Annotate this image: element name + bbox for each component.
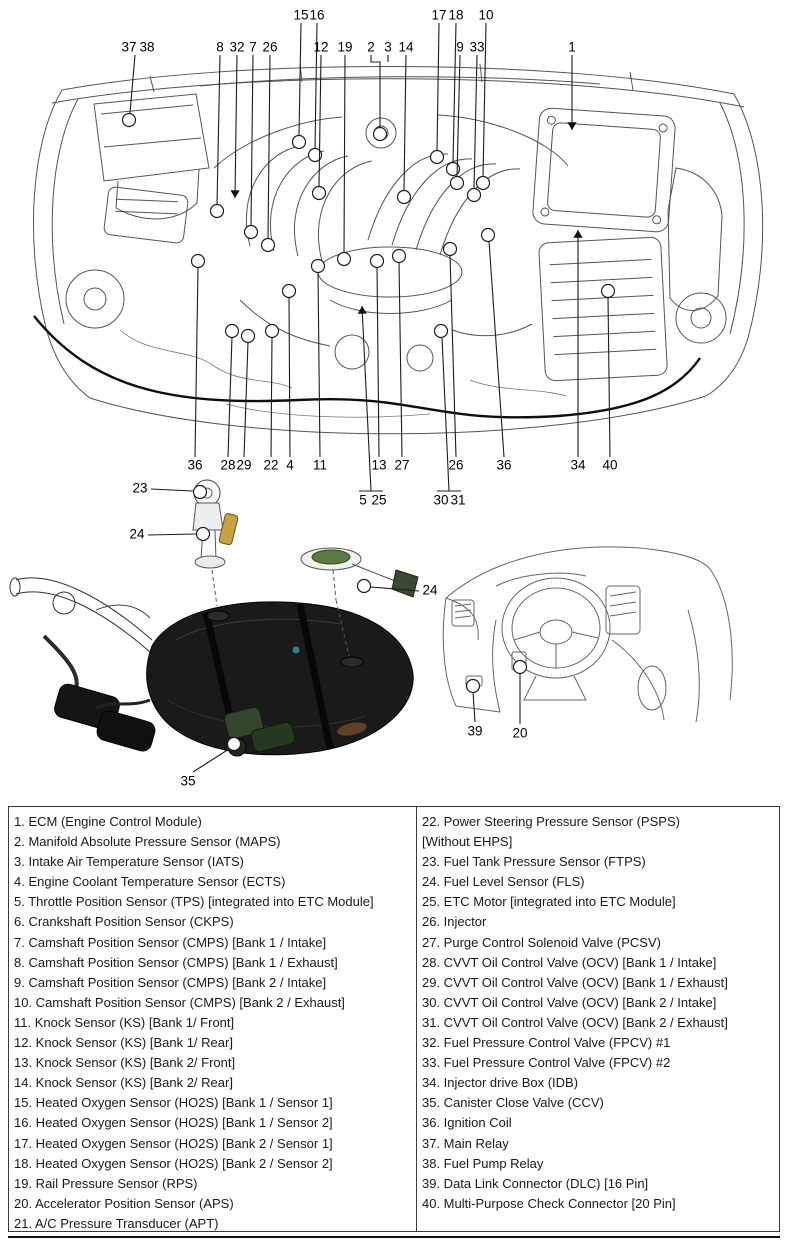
cowl-line-inner <box>52 79 744 107</box>
callout-circle-14 <box>398 191 411 204</box>
legend-item: 3. Intake Air Temperature Sensor (IATS) <box>14 854 245 870</box>
legend-item: 10. Camshaft Position Sensor (CMPS) [Bank 2 / Exhaust] <box>14 994 345 1010</box>
filler-pipe <box>16 578 152 640</box>
legend-item: 18. Heated Oxygen Sensor (HO2S) [Bank 2 / Sensor 2] <box>14 1155 333 1171</box>
door-line <box>712 572 732 700</box>
arrowhead-1 <box>567 122 576 130</box>
leader-line-13 <box>377 267 379 457</box>
leader-line-29 <box>244 342 248 457</box>
center-stack <box>606 586 640 634</box>
right-strut-tower <box>676 293 726 343</box>
cowl-trim <box>200 77 600 86</box>
callout-label-37: 37 <box>121 39 137 55</box>
leader-line-17 <box>437 23 439 151</box>
filter-pump-2 <box>95 709 157 753</box>
legend-item: 33. Fuel Pressure Control Valve (FPCV) #2 <box>422 1055 671 1071</box>
leader-line-24 <box>148 534 196 535</box>
relay-box <box>103 186 188 243</box>
callout-circle-29 <box>242 330 255 343</box>
leader-line-7 <box>251 55 253 226</box>
leader-line-37 <box>130 55 135 113</box>
legend-item: 15. Heated Oxygen Sensor (HO2S) [Bank 1 / Sensor 1] <box>14 1095 333 1111</box>
leader-line-35 <box>193 749 229 772</box>
component-legend-table <box>8 806 780 1232</box>
callout-circle-23 <box>194 486 207 499</box>
legend-item: 40. Multi-Purpose Check Connector [20 Pin] <box>422 1195 676 1211</box>
callout-circle-8 <box>211 205 224 218</box>
legend-item: 2. Manifold Absolute Pressure Sensor (MAPS) <box>14 834 281 850</box>
legend-item: 5. Throttle Position Sensor (TPS) [integrated into ETC Module] <box>14 894 374 910</box>
shifter <box>638 666 666 710</box>
callout-circle-36 <box>482 229 495 242</box>
callout-label-19: 19 <box>337 39 353 55</box>
callout-label-10: 10 <box>478 7 494 23</box>
callout-label-9: 9 <box>456 39 464 55</box>
leader-line-27 <box>399 262 402 457</box>
legend-item: 35. Canister Close Valve (CCV) <box>422 1095 604 1111</box>
callout-circle-28 <box>226 325 239 338</box>
callout-label-22: 22 <box>263 457 279 473</box>
legend-item: 27. Purge Control Solenoid Valve (PCSV) <box>422 934 661 950</box>
leader-line-2 <box>371 55 380 127</box>
callout-label-11: 11 <box>312 457 328 473</box>
console-right <box>688 610 699 722</box>
callout-label-39: 39 <box>467 723 483 739</box>
legend-item: 26. Injector <box>422 914 487 930</box>
callout-label-34: 34 <box>570 457 586 473</box>
leader-line-32 <box>235 55 237 198</box>
callout-label-20: 20 <box>512 725 528 741</box>
pump-hole-left <box>207 611 229 621</box>
leader-line-4 <box>289 297 290 457</box>
dash-left-edge <box>446 598 478 640</box>
callout-circle-15 <box>293 136 306 149</box>
callout-circle-40 <box>602 285 615 298</box>
legend-item: 23. Fuel Tank Pressure Sensor (FTPS) <box>422 854 646 870</box>
legend-item: 22. Power Steering Pressure Sensor (PSPS) <box>422 814 680 829</box>
arrowhead-5 <box>358 306 367 314</box>
legend-item: 12. Knock Sensor (KS) [Bank 1/ Rear] <box>14 1035 233 1051</box>
teal-fitting <box>293 647 300 654</box>
leader-line-36 <box>489 241 504 457</box>
callout-label-36: 36 <box>496 457 512 473</box>
legend-item: 37. Main Relay <box>422 1135 509 1151</box>
legend-item: 8. Camshaft Position Sensor (CMPS) [Bank 1 / Exhaust] <box>14 954 338 970</box>
leader-line-9 <box>457 55 460 177</box>
legend-item: 29. CVVT Oil Control Valve (OCV) [Bank 1 / Exhaust] <box>422 974 728 990</box>
callout-label-25: 25 <box>371 492 387 508</box>
left-fender-inner <box>52 99 78 324</box>
callout-circle-10 <box>477 177 490 190</box>
callout-label-3: 3 <box>384 39 392 55</box>
legend-item: 19. Rail Pressure Sensor (RPS) <box>14 1175 198 1191</box>
legend-item: 24. Fuel Level Sensor (FLS) <box>422 874 585 890</box>
pipe-loop <box>53 592 75 614</box>
callout-circle-12 <box>313 187 326 200</box>
dashboard-art <box>443 547 732 722</box>
legend-item: 14. Knock Sensor (KS) [Bank 2/ Rear] <box>14 1075 233 1091</box>
callout-circle-37 <box>123 114 136 127</box>
leader-line-12 <box>319 55 321 187</box>
callout-label-18: 18 <box>448 7 464 23</box>
callout-label-15: 15 <box>293 7 309 23</box>
legend-item: 36. Ignition Coil <box>422 1115 512 1131</box>
left-strut-cap <box>84 288 106 310</box>
legend-column-left <box>9 807 416 1231</box>
vent-hose <box>96 605 150 618</box>
left-strut-tower <box>66 270 124 328</box>
callout-circle-24 <box>358 580 371 593</box>
legend-item: 38. Fuel Pump Relay <box>422 1155 544 1171</box>
callout-label-38: 38 <box>139 39 155 55</box>
legend-item: 31. CVVT Oil Control Valve (OCV) [Bank 2 / Exhaust] <box>422 1014 728 1030</box>
ecm-box <box>532 107 676 232</box>
callout-label-1: 1 <box>568 39 576 55</box>
callout-label-2: 2 <box>367 39 375 55</box>
legend-item: 11. Knock Sensor (KS) [Bank 1/ Front] <box>14 1014 235 1030</box>
callout-label-26: 26 <box>262 39 278 55</box>
arrowhead-32 <box>230 190 239 198</box>
callout-circle-39 <box>467 680 480 693</box>
callout-circle-11 <box>312 260 325 273</box>
legend-column-right <box>416 807 779 1231</box>
callout-circle-20 <box>514 661 527 674</box>
leader-line-23 <box>151 489 193 491</box>
callout-circle-30 <box>435 325 448 338</box>
leader-line-28 <box>228 337 232 457</box>
callout-label-5: 5 <box>359 492 367 508</box>
callout-label-24: 24 <box>422 582 438 598</box>
legend-item: 25. ETC Motor [integrated into ETC Module] <box>422 894 676 910</box>
leader-line-26 <box>268 55 270 239</box>
leader-line-14 <box>404 55 406 191</box>
legend-item: 30. CVVT Oil Control Valve (OCV) [Bank 2 / Intake] <box>422 994 717 1010</box>
legend-item: 21. A/C Pressure Transducer (APT) <box>14 1215 219 1231</box>
callout-label-16: 16 <box>309 7 325 23</box>
callout-label-36: 36 <box>187 457 203 473</box>
callout-label-29: 29 <box>236 457 252 473</box>
legend-item: 1. ECM (Engine Control Module) <box>14 814 202 829</box>
legend-item: 34. Injector drive Box (IDB) <box>422 1075 579 1091</box>
callout-circle-24 <box>197 528 210 541</box>
callout-circle-7 <box>245 226 258 239</box>
callout-label-24: 24 <box>129 526 145 542</box>
leader-line-36 <box>195 267 198 457</box>
callout-circle-26 <box>262 239 275 252</box>
legend-item: 4. Engine Coolant Temperature Sensor (ECTS) <box>14 874 286 890</box>
legend-item: 39. Data Link Connector (DLC) [16 Pin] <box>422 1175 649 1191</box>
legend-item: 17. Heated Oxygen Sensor (HO2S) [Bank 2 / Sensor 1] <box>14 1135 333 1151</box>
idb-box <box>539 237 668 381</box>
right-strut-cap <box>691 308 711 328</box>
callout-label-17: 17 <box>431 7 447 23</box>
callout-circle-36 <box>192 255 205 268</box>
leader-line-39 <box>473 692 475 722</box>
console-left <box>612 640 664 720</box>
pump-hole-right <box>341 657 363 667</box>
callout-label-28: 28 <box>220 457 236 473</box>
callout-circle-9 <box>451 177 464 190</box>
page-footer-rule <box>8 1236 780 1238</box>
callout-circle-19 <box>338 253 351 266</box>
callout-circle-17 <box>431 151 444 164</box>
engine-bay-art <box>33 64 762 434</box>
legend-item: 9. Camshaft Position Sensor (CMPS) [Bank 2 / Intake] <box>14 974 327 990</box>
callout-circle-2 <box>374 128 387 141</box>
arrowhead-34 <box>573 230 582 238</box>
fuel-tank-art <box>10 480 418 756</box>
callout-circle-27 <box>393 250 406 263</box>
callout-label-13: 13 <box>371 457 387 473</box>
callout-circle-13 <box>371 255 384 268</box>
callout-label-31: 31 <box>450 492 466 508</box>
leader-line-33 <box>474 55 477 189</box>
callout-label-4: 4 <box>286 457 294 473</box>
leader-line-8 <box>217 55 220 205</box>
callout-label-26: 26 <box>448 457 464 473</box>
leader-line-26 <box>450 255 456 457</box>
right-fender-inner <box>720 103 744 334</box>
callout-label-32: 32 <box>229 39 245 55</box>
leader-line-19 <box>344 55 345 253</box>
left-fender <box>33 90 90 398</box>
dash-top <box>446 547 712 598</box>
harness-detail <box>120 330 566 417</box>
callout-label-40: 40 <box>602 457 618 473</box>
callout-circle-22 <box>266 325 279 338</box>
callout-label-27: 27 <box>394 457 410 473</box>
callout-label-8: 8 <box>216 39 224 55</box>
legend-item: 13. Knock Sensor (KS) [Bank 2/ Front] <box>14 1055 236 1071</box>
legend-item: 7. Camshaft Position Sensor (CMPS) [Bank 1 / Intake] <box>14 934 327 950</box>
leader-line-22 <box>271 337 272 457</box>
callout-label-33: 33 <box>469 39 485 55</box>
steering-column <box>524 676 586 700</box>
leader-line-11 <box>318 272 320 457</box>
legend-item: [Without EHPS] <box>422 834 513 850</box>
callout-label-14: 14 <box>398 39 414 55</box>
legend-item: 20. Accelerator Position Sensor (APS) <box>14 1195 234 1211</box>
callout-label-35: 35 <box>180 773 196 789</box>
filler-opening <box>10 578 20 596</box>
callout-circle-35 <box>228 738 241 751</box>
cowl-ticks <box>150 64 633 92</box>
callout-label-7: 7 <box>249 39 257 55</box>
legend-item: 32. Fuel Pressure Control Valve (FPCV) #1 <box>422 1035 671 1051</box>
callout-circle-33 <box>468 189 481 202</box>
callout-circle-26 <box>444 243 457 256</box>
legend-item: 6. Crankshaft Position Sensor (CKPS) <box>14 914 234 930</box>
legend-item: 28. CVVT Oil Control Valve (OCV) [Bank 1 / Intake] <box>422 954 717 970</box>
callout-label-23: 23 <box>132 480 148 496</box>
front-edge <box>90 396 706 434</box>
callout-label-30: 30 <box>433 492 449 508</box>
legend-item: 16. Heated Oxygen Sensor (HO2S) [Bank 1 / Sensor 2] <box>14 1115 333 1131</box>
right-reservoir <box>668 168 722 311</box>
leader-line-40 <box>608 297 610 457</box>
callout-label-12: 12 <box>313 39 329 55</box>
callout-circle-4 <box>283 285 296 298</box>
